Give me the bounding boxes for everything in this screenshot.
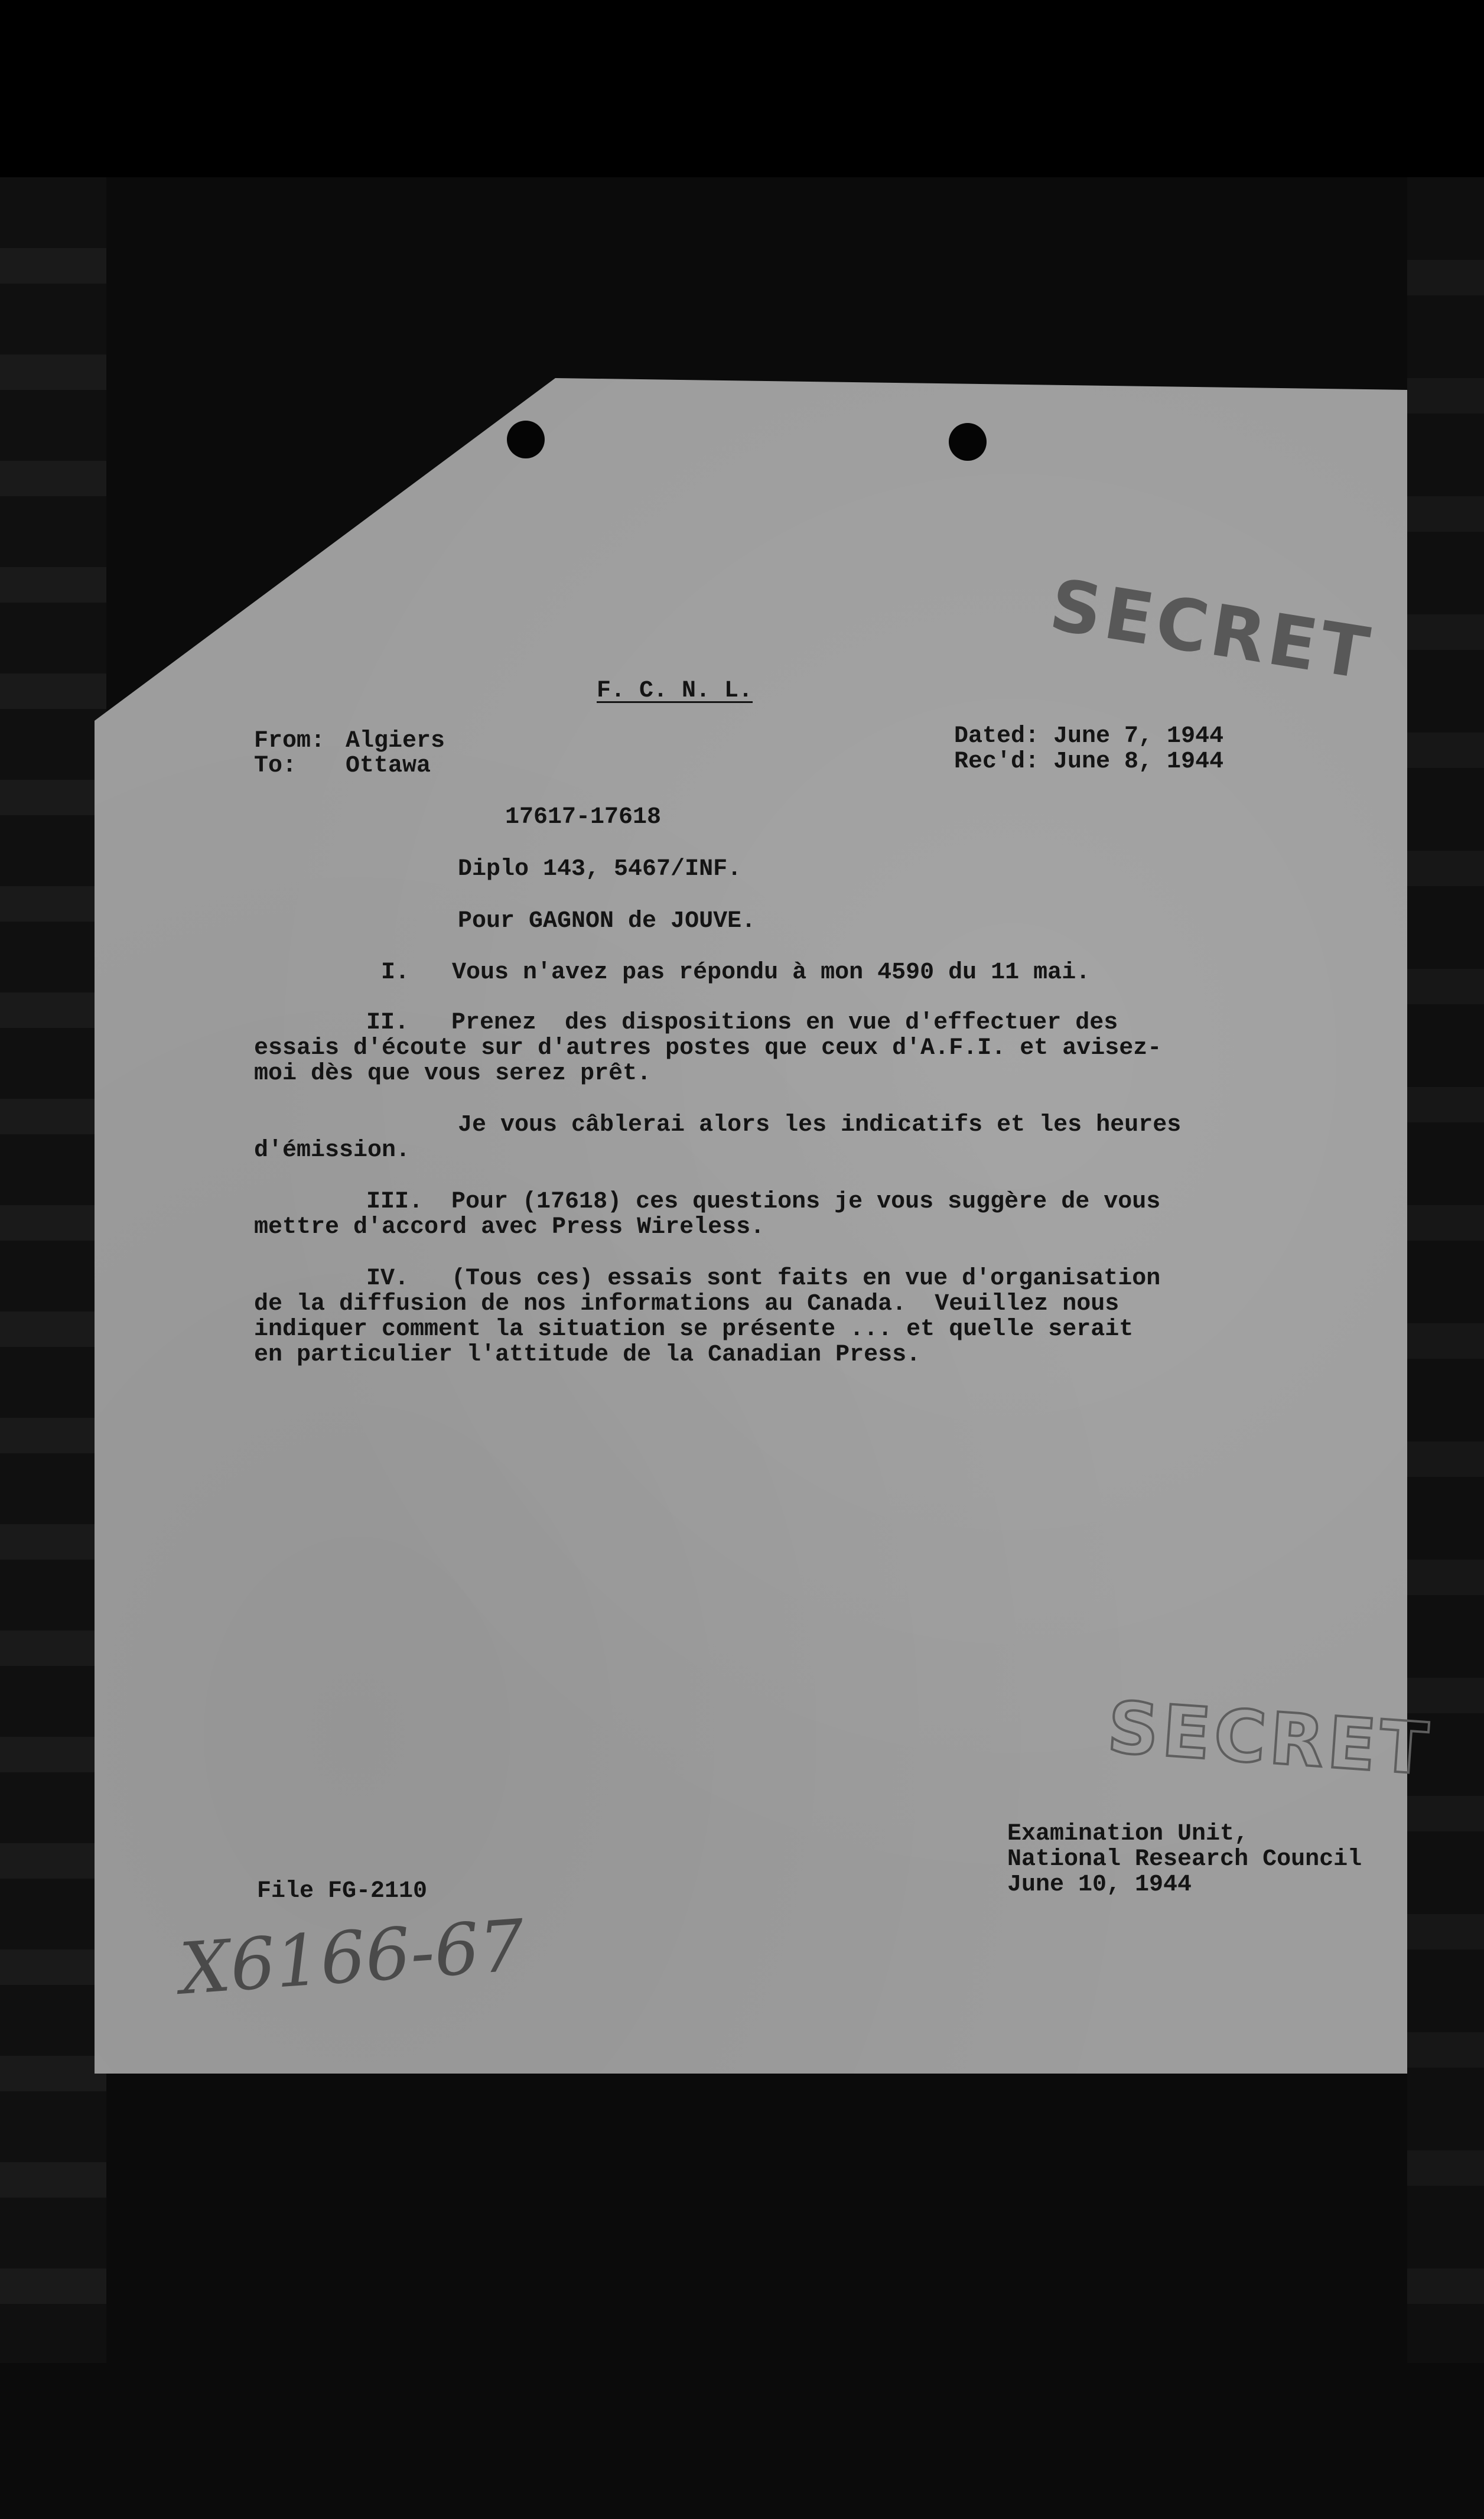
dated-line: Dated: June 7, 1944 [954,723,1224,750]
body-line: en particulier l'attitude de la Canadian Press. [254,1342,921,1368]
punch-hole-right [949,423,987,461]
scan-top-band [0,0,1484,177]
body-line: II. Prenez des dispositions en vue d'effectuer des [366,1010,1118,1036]
body-line: I. Vous n'avez pas répondu à mon 4590 du 11 mai. [381,959,1091,986]
footer-line: Examination Unit, [1007,1821,1249,1847]
from-value: Algiers [346,728,445,754]
addressee-line: Pour GAGNON de JOUVE. [458,908,756,935]
punch-hole-left [507,421,545,458]
footer-line: June 10, 1944 [1007,1872,1192,1898]
footer-line: National Research Council [1007,1846,1362,1873]
film-edge-left [0,177,106,2363]
body-line: essais d'écoute sur d'autres postes que ceux d'A.F.I. et avisez- [254,1035,1162,1062]
body-line: III. Pour (17618) ces questions je vous suggère de vous [366,1189,1161,1215]
received-line: Rec'd: June 8, 1944 [954,748,1224,775]
file-reference: File FG-2110 [257,1878,428,1905]
header-title: F. C. N. L. [597,678,753,704]
secret-stamp-top: SECRET [1044,564,1378,697]
handwritten-note: X6166-67 [177,1905,528,2011]
body-line: de la diffusion de nos informations au Canada. Veuillez nous [254,1291,1119,1317]
to-value: Ottawa [346,753,431,779]
body-line: d'émission. [254,1137,411,1164]
body-line: IV. (Tous ces) essais sont faits en vue d'organisation [366,1265,1161,1292]
body-line: mettre d'accord avec Press Wireless. [254,1214,765,1241]
secret-stamp-bottom: SECRET [1105,1687,1434,1791]
film-edge-right [1407,177,1484,2363]
serial-number: 17617-17618 [505,804,662,831]
reference-line: Diplo 143, 5467/INF. [458,856,742,883]
from-label: From: [254,728,326,754]
body-line: Je vous câblerai alors les indicatifs et les heures [458,1112,1182,1138]
body-line: indiquer comment la situation se présente ... et quelle serait [254,1316,1134,1343]
to-label: To: [254,753,297,779]
body-line: moi dès que vous serez prêt. [254,1060,652,1087]
